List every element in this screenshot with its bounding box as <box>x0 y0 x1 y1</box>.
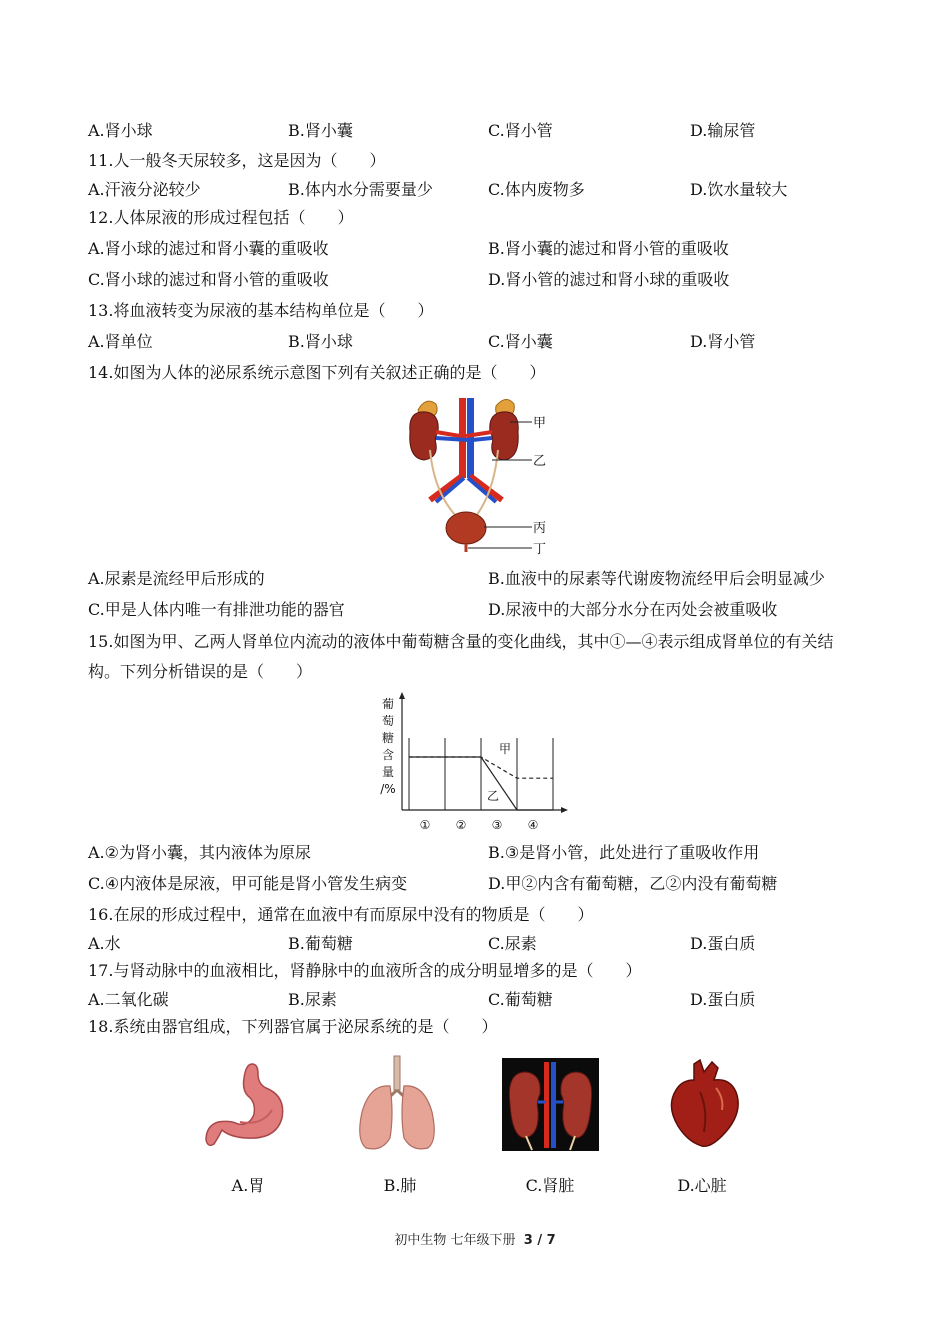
x-tick-label: ④ <box>527 818 539 832</box>
q17-stem: 17.与肾动脉中的血液相比，肾静脉中的血液所含的成分明显增多的是（ ） <box>88 961 642 980</box>
x-tick-label: ③ <box>491 818 503 832</box>
q18-option-c[interactable]: C.肾脏 <box>525 1176 575 1195</box>
q12-option-a[interactable]: A.肾小球的滤过和肾小囊的重吸收 <box>88 239 329 258</box>
q15-stem-line1: 15.如图为甲、乙两人肾单位内流动的液体中葡萄糖含量的变化曲线，其中①—④表示组成肾单位的有关结 <box>88 632 834 651</box>
q13-option-c[interactable]: C.肾小囊 <box>488 332 553 351</box>
q18-option-b[interactable]: B.肺 <box>383 1176 417 1195</box>
x-tick-label: ② <box>455 818 467 832</box>
q11-option-c[interactable]: C.体内废物多 <box>488 180 585 199</box>
q13-option-a[interactable]: A.肾单位 <box>88 332 153 351</box>
label-yi: 乙 <box>533 454 547 469</box>
q18-stem: 18.系统由器官组成，下列器官属于泌尿系统的是（ ） <box>88 1017 498 1036</box>
q10-option-c[interactable]: C.肾小管 <box>488 121 553 140</box>
y-label-char: 量 <box>381 765 395 779</box>
segment-dividers <box>409 738 553 810</box>
q10-option-d[interactable]: D.输尿管 <box>690 121 756 140</box>
kidneys-icon[interactable] <box>502 1058 599 1151</box>
q12-option-b[interactable]: B.肾小囊的滤过和肾小管的重吸收 <box>488 239 729 258</box>
q15-stem-line2: 构。下列分析错误的是（ ） <box>88 662 313 681</box>
q12-stem: 12.人体尿液的形成过程包括（ ） <box>88 208 354 227</box>
q14-stem: 14.如图为人体的泌尿系统示意图下列有关叙述正确的是（ ） <box>88 363 546 382</box>
series-label-2: 乙 <box>487 789 500 803</box>
q11-stem: 11.人一般冬天尿较多，这是因为（ ） <box>88 151 386 170</box>
q13-stem: 13.将血液转变为尿液的基本结构单位是（ ） <box>88 301 434 320</box>
q13-option-d[interactable]: D.肾小管 <box>690 332 756 351</box>
q15-option-b[interactable]: B.③是肾小管，此处进行了重吸收作用 <box>488 843 760 862</box>
q15-option-c[interactable]: C.④内液体是尿液，甲可能是肾小管发生病变 <box>88 874 408 893</box>
q16-stem: 16.在尿的形成过程中，通常在血液中有而原尿中没有的物质是（ ） <box>88 905 594 924</box>
q15-option-d[interactable]: D.甲②内含有葡萄糖，乙②内没有葡萄糖 <box>488 874 778 893</box>
q14-option-c[interactable]: C.甲是人体内唯一有排泄功能的器官 <box>88 600 345 619</box>
q18-option-d[interactable]: D.心脏 <box>677 1176 727 1195</box>
y-label-char: 糖 <box>381 731 395 745</box>
q16-option-b[interactable]: B.葡萄糖 <box>288 934 353 953</box>
lungs-icon[interactable] <box>352 1054 442 1154</box>
q14-option-d[interactable]: D.尿液中的大部分水分在丙处会被重吸收 <box>488 600 778 619</box>
x-axis-arrow <box>561 807 568 813</box>
q11-option-a[interactable]: A.汗液分泌较少 <box>88 180 201 199</box>
footer-course: 初中生物 七年级下册 <box>394 1233 516 1248</box>
q16-option-c[interactable]: C.尿素 <box>488 934 537 953</box>
q14-option-b[interactable]: B.血液中的尿素等代谢废物流经甲后会明显减少 <box>488 569 825 588</box>
y-label-char: 含 <box>381 748 395 762</box>
q10-option-b[interactable]: B.肾小囊 <box>288 121 353 140</box>
q15-option-a[interactable]: A.②为肾小囊，其内液体为原尿 <box>88 843 311 862</box>
q18-option-a[interactable]: A.胃 <box>231 1176 265 1195</box>
y-axis-label <box>380 696 395 796</box>
q11-option-d[interactable]: D.饮水量较大 <box>690 180 788 199</box>
tick-labels <box>420 818 539 832</box>
q17-option-b[interactable]: B.尿素 <box>288 990 337 1009</box>
label-bing: 丙 <box>533 521 547 536</box>
label-ding: 丁 <box>533 542 547 557</box>
y-axis-arrow <box>399 692 405 699</box>
q16-option-d[interactable]: D.蛋白质 <box>690 934 756 953</box>
q12-option-d[interactable]: D.肾小管的滤过和肾小球的重吸收 <box>488 270 730 289</box>
y-label-char: 萄 <box>381 714 395 728</box>
glucose-chart <box>372 690 577 835</box>
page-footer <box>0 1229 950 1248</box>
q17-option-a[interactable]: A.二氧化碳 <box>88 990 169 1009</box>
series-label-1: 甲 <box>499 742 512 756</box>
q11-option-b[interactable]: B.体内水分需要量少 <box>288 180 433 199</box>
y-label-char: /% <box>380 782 396 796</box>
urinary-system-diagram <box>400 392 560 558</box>
q12-option-c[interactable]: C.肾小球的滤过和肾小管的重吸收 <box>88 270 329 289</box>
q13-option-b[interactable]: B.肾小球 <box>288 332 353 351</box>
q10-option-a[interactable]: A.肾小球 <box>88 121 153 140</box>
q17-option-d[interactable]: D.蛋白质 <box>690 990 756 1009</box>
x-tick-label: ① <box>419 818 431 832</box>
stomach-icon[interactable] <box>200 1060 300 1152</box>
q16-option-a[interactable]: A.水 <box>88 934 121 953</box>
label-jia: 甲 <box>533 416 547 431</box>
y-label-char: 葡 <box>381 697 395 711</box>
q17-option-c[interactable]: C.葡萄糖 <box>488 990 553 1009</box>
q14-option-a[interactable]: A.尿素是流经甲后形成的 <box>88 569 265 588</box>
footer-page-number: 3 / 7 <box>523 1233 556 1248</box>
heart-icon[interactable] <box>660 1058 750 1150</box>
